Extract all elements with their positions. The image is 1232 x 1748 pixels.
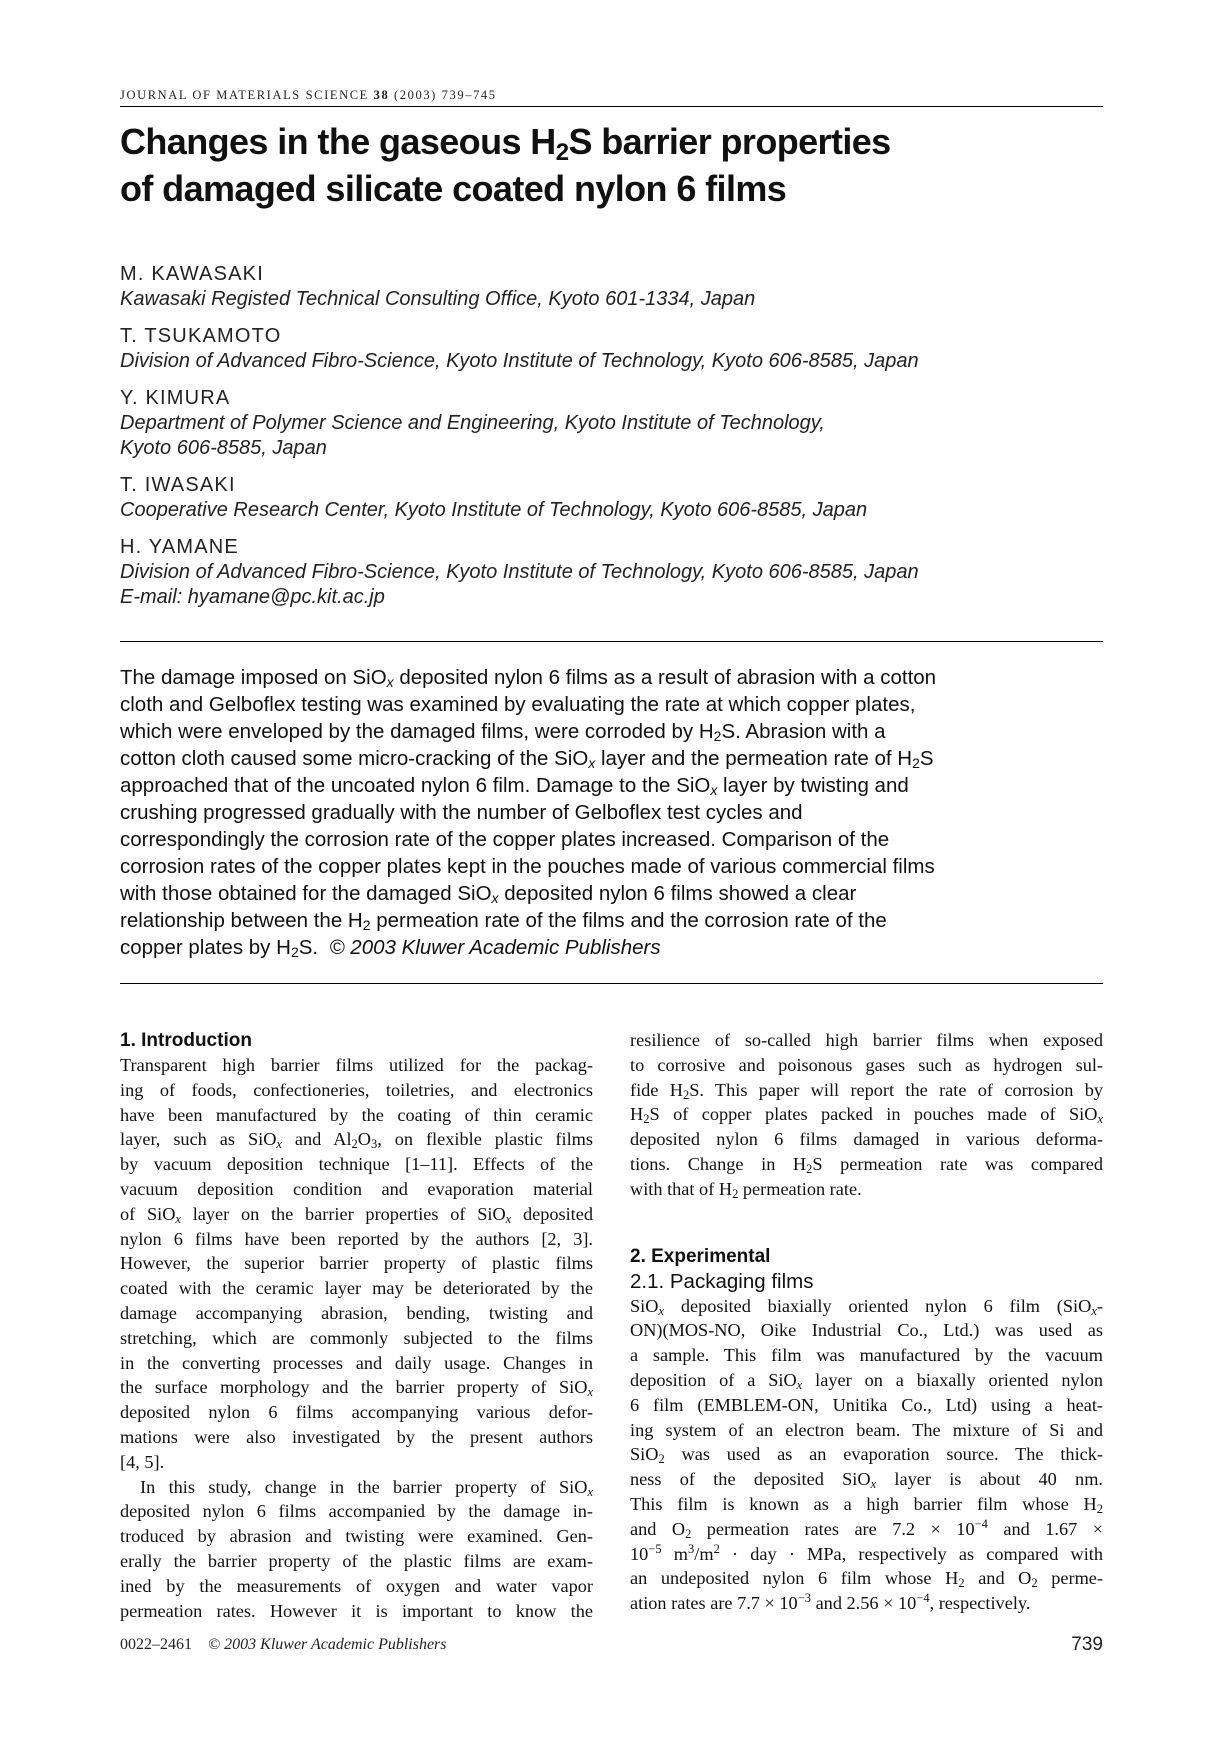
text-line: SiO$_2$ was used as an evaporation source. The thick- — [630, 1444, 1103, 1467]
text-line: ation rates are $7.7 \times 10^{-3}$ and $2.56 \times 10^{-4}$, respectively. — [630, 1591, 1031, 1614]
author-entry — [120, 535, 1103, 610]
abstract-line: The damage imposed on SiO$_x$ deposited nylon 6 films as a result of abrasion with a cotton — [120, 666, 937, 690]
abstract-top-divider — [120, 641, 1103, 642]
text-line: of SiO$_x$ layer on the barrier properties of SiO$_x$ deposited — [120, 1203, 594, 1226]
text-line: erally the barrier property of the plastic films are exam- — [120, 1550, 593, 1571]
author-affiliation: Division of Advanced Fibro-Science, Kyoto Institute of Technology, Kyoto 606-8585, Japan — [120, 350, 919, 372]
text-line: deposited nylon 6 films accompanying various defor- — [120, 1402, 593, 1423]
text-line: vacuum deposition condition and evaporation material — [120, 1178, 593, 1199]
abstract-line: crushing progressed gradually with the number of Gelboflex test cycles and — [120, 801, 803, 824]
text-line: $10^{-5}$ $m^3/m^2$ · day · MPa, respectively as compared with — [630, 1541, 1104, 1564]
text-line: troduced by abrasion and twisting were examined. Gen- — [120, 1526, 593, 1547]
abstract — [120, 664, 1103, 961]
intro-paragraph-2 — [120, 1475, 593, 1624]
abstract-bottom-divider — [120, 983, 1103, 984]
text-line: Transparent high barrier films utilized for the packag- — [120, 1055, 593, 1075]
text-line: fide $H_2S$. This paper will report the rate of corrosion by — [630, 1079, 1103, 1102]
abstract-copyright: © 2003 Kluwer Academic Publishers — [318, 936, 661, 959]
text-line: deposited nylon 6 films damaged in various deforma- — [630, 1129, 1103, 1150]
text-line: ined by the measurements of oxygen and water vapor — [120, 1575, 593, 1596]
text-line: deposited nylon 6 films accompanied by the damage in- — [120, 1501, 593, 1522]
author-name: M. KAWASAKI — [120, 263, 264, 285]
author-affiliation: Kawasaki Registed Technical Consulting Office, Kyoto 601-1334, Japan — [120, 288, 756, 310]
text-line: the surface morphology and the barrier property of SiO$_x$ — [120, 1377, 593, 1400]
text-line: in the converting processes and daily usage. Changes in — [120, 1352, 593, 1373]
text-line: resilience of so-called high barrier films when exposed — [630, 1030, 1103, 1050]
page-footer — [120, 1636, 1103, 1654]
abstract-line: approached that of the uncoated nylon 6 film. Damage to the SiO$_x$ layer by twisting and — [120, 774, 909, 798]
author-email[interactable]: E-mail: hyamane@pc.kit.ac.jp — [120, 586, 385, 608]
text-line: nylon 6 films have been reported by the authors [2, 3]. — [120, 1228, 593, 1249]
abstract-line: relationship between the $H_2$ permeation rate of the films and the corrosion rate of the — [120, 909, 887, 933]
author-name: T. TSUKAMOTO — [120, 325, 282, 347]
journal-volume: 38 — [373, 88, 390, 102]
text-line: mations were also investigated by the present authors — [120, 1426, 593, 1447]
footer-copyright: © 2003 Kluwer Academic Publishers — [208, 1636, 447, 1653]
abstract-line: cotton cloth caused some micro-cracking of the SiO$_x$ layer and the permeation rate of $H_2S$ — [120, 747, 934, 771]
packaging-films-paragraph — [630, 1294, 1103, 1616]
text-line: have been manufactured by the coating of thin ceramic — [120, 1104, 593, 1125]
section-heading-experimental: 2. Experimental — [630, 1245, 771, 1267]
page-number: 739 — [1071, 1634, 1103, 1655]
author-name: T. IWASAKI — [120, 474, 236, 496]
author-affiliation: Division of Advanced Fibro-Science, Kyoto Institute of Technology, Kyoto 606-8585, Japan — [120, 561, 919, 583]
footer-issn: 0022–2461 — [120, 1636, 192, 1653]
text-line: 6 film (EMBLEM-ON, Unitika Co., Ltd) using a heat- — [630, 1394, 1103, 1415]
text-line: a sample. This film was manufactured by the vacuum — [630, 1345, 1103, 1366]
intro-paragraph-continued — [630, 1028, 1103, 1202]
text-line: permeation rates. However it is important to know the — [120, 1600, 593, 1621]
header-divider — [120, 106, 1103, 107]
abstract-line: which were enveloped by the damaged films, were corroded by $H_2S$. Abrasion with a — [120, 720, 886, 744]
text-line: an undeposited nylon 6 film whose $H_2$ and $O_2$ perme- — [630, 1568, 1103, 1591]
author-affiliation: Cooperative Research Center, Kyoto Institute of Technology, Kyoto 606-8585, Japan — [120, 499, 868, 521]
journal-header — [120, 88, 1103, 103]
text-line: [4, 5]. — [120, 1451, 165, 1472]
text-line: ing of foods, confectioneries, toiletries, and electronics — [120, 1079, 593, 1100]
author-affiliation: Department of Polymer Science and Engineering, Kyoto Institute of Technology, — [120, 412, 825, 434]
author-affiliation: Kyoto 606-8585, Japan — [120, 437, 327, 459]
text-line: ON)(MOS-NO, Oike Industrial Co., Ltd.) was used as — [630, 1320, 1103, 1341]
author-entry — [120, 386, 1103, 461]
abstract-line: correspondingly the corrosion rate of the copper plates increased. Comparison of the — [120, 828, 890, 851]
text-line: SiO$_x$ deposited biaxially oriented nylon 6 film (SiO$_x$- — [630, 1295, 1103, 1318]
text-line: In this study, change in the barrier property of SiO$_x$ — [140, 1476, 593, 1499]
right-column — [630, 1028, 1103, 1616]
section-heading-introduction: 1. Introduction — [120, 1030, 252, 1051]
journal-year-pages: (2003) 739–745 — [389, 88, 497, 102]
abstract-line: cloth and Gelboflex testing was examined by evaluating the rate at which copper plates, — [120, 693, 916, 716]
text-line: damage accompanying abrasion, bending, twisting and — [120, 1302, 593, 1323]
author-entry — [120, 262, 1103, 312]
text-line: deposition of a SiO$_x$ layer on a biaxally oriented nylon — [630, 1369, 1104, 1392]
author-name: H. YAMANE — [120, 536, 239, 558]
author-entry — [120, 473, 1103, 523]
text-line: tions. Change in $H_2S$ permeation rate was compared — [630, 1153, 1104, 1176]
abstract-line: copper plates by $H_2S$. © 2003 Kluwer Academic Publishers — [120, 936, 661, 960]
left-column — [120, 1028, 593, 1623]
author-name: Y. KIMURA — [120, 387, 231, 409]
text-line: This film is known as a high barrier film whose $H_2$ — [630, 1493, 1103, 1516]
text-line: layer, such as SiO$_x$ and $Al_2O_3$, on flexible plastic films — [120, 1129, 593, 1152]
text-line: ness of the deposited SiO$_x$ layer is about 40 nm. — [630, 1469, 1103, 1492]
title-line-1: Changes in the gaseous $H_2S$ barrier properties — [120, 121, 891, 166]
author-list — [120, 262, 1103, 622]
text-line: by vacuum deposition technique [1–11]. Effects of the — [120, 1154, 593, 1175]
abstract-line: corrosion rates of the copper plates kept in the pouches made of various commercial films — [120, 855, 935, 878]
text-line: However, the superior barrier property of plastic films — [120, 1253, 593, 1274]
text-line: and $O_2$ permeation rates are $7.2 \times 10^{-4}$ and 1.67 × — [630, 1516, 1103, 1541]
text-line: to corrosive and poisonous gases such as hydrogen sul- — [630, 1054, 1103, 1075]
text-line: coated with the ceramic layer may be deteriorated by the — [120, 1278, 593, 1299]
author-entry — [120, 324, 1103, 374]
journal-name: JOURNAL OF MATERIALS SCIENCE — [120, 88, 374, 102]
text-line: stretching, which are commonly subjected to the films — [120, 1327, 593, 1348]
paper-title — [120, 118, 1103, 212]
abstract-line: with those obtained for the damaged SiO$_x$ deposited nylon 6 films showed a clear — [120, 882, 857, 906]
subsection-heading-packaging-films: 2.1. Packaging films — [630, 1269, 814, 1293]
intro-paragraph-1 — [120, 1053, 593, 1475]
title-line-2: of damaged silicate coated nylon 6 films — [120, 168, 787, 209]
text-line: with that of $H_2$ permeation rate. — [630, 1178, 862, 1201]
text-line: ing system of an electron beam. The mixture of Si and — [630, 1419, 1103, 1440]
text-line: $H_2S$ of copper plates packed in pouches made of SiO$_x$ — [630, 1104, 1103, 1127]
